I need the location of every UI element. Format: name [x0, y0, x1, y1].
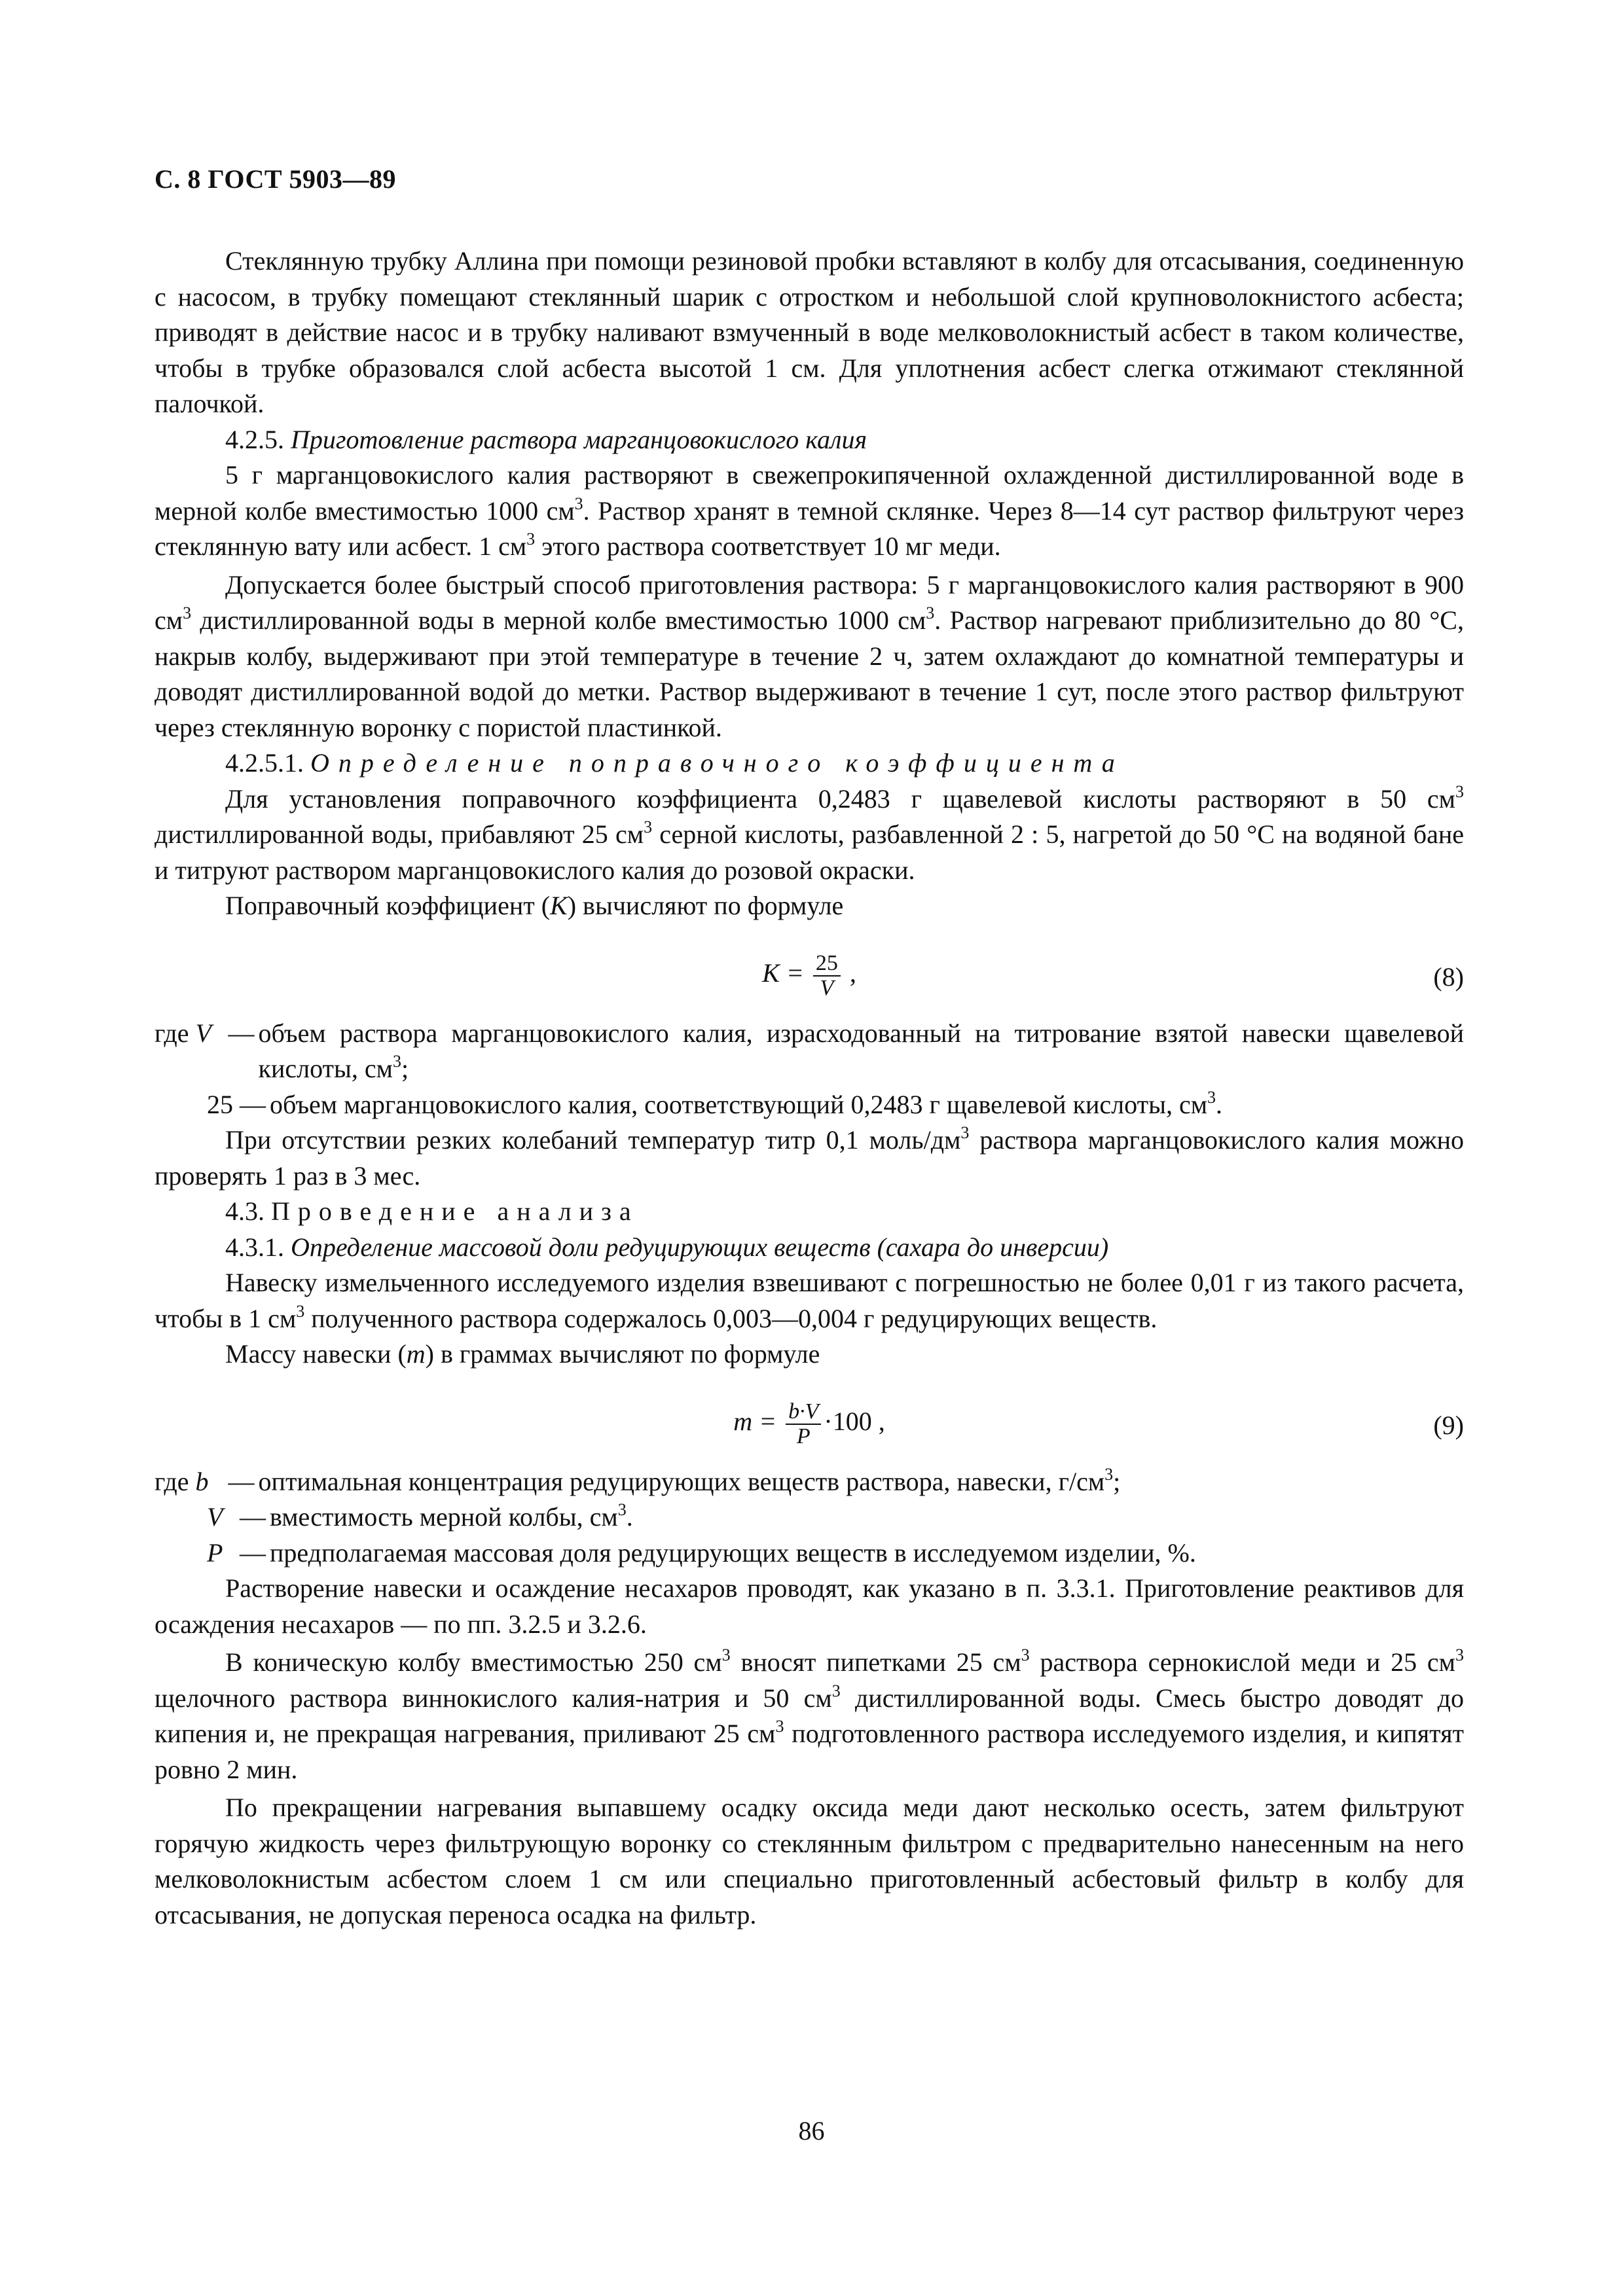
definition-symbol: V [195, 1018, 211, 1048]
text-run: ; [401, 1054, 409, 1083]
superscript: 3 [183, 603, 192, 622]
formula-tail: , [843, 958, 856, 988]
where-label [155, 1464, 196, 1500]
definition-symbol: b [195, 1466, 209, 1496]
superscript: 3 [1455, 1645, 1464, 1664]
formula-8-definitions [155, 1016, 1464, 1123]
definition-indent [155, 1499, 207, 1535]
text-run: объем раствора марганцовокислого калия, израсходованный на титрование взятой навески щавелевой кислоты, см [258, 1018, 1464, 1083]
paragraph-filtration: По прекращении нагревания выпавшему осадку оксида меди дают несколько осесть, затем фильтруют горячую жидкость через фильтрующую воронку со стеклянным фильтром с предварительно нанесенным на него мелковолокнистым асбестом слоем 1 см или специально приготовленный асбестовый фильтр в колбу для отсасывания, не допуская переноса осадка на фильтр. [155, 1793, 1464, 1929]
fraction-denominator: V [820, 975, 834, 1000]
section-title: Определение поправочного коэффициента [310, 748, 1124, 778]
text-run: щелочного раствора виннокислого калия-натрия и 50 см [155, 1683, 832, 1713]
text-run: вносят пипетками 25 см [730, 1647, 1021, 1677]
paragraph-allin-tube: Стеклянную трубку Аллина при помощи резиновой пробки вставляют в колбу для отсасывания, соединенную с насосом, в трубку помещают стеклянный шарик с отростком и небольшой слой крупноволокнистого асбеста; приводят в действие насос и в трубку наливают взмученный в воде мелковолокнистый асбест в таком количестве, чтобы в трубке образовался слой асбеста высотой 1 см. Для уплотнения асбест слегка отжимают стеклянной палочкой. [155, 246, 1464, 418]
formula-number: (8) [1433, 961, 1464, 992]
formula-9 [155, 1380, 1464, 1459]
where-word: где [155, 1466, 189, 1496]
definition-row [155, 1499, 1464, 1535]
superscript: 3 [926, 603, 935, 622]
text-run: При отсутствии резких колебаний температур титр 0,1 моль/дм [225, 1125, 961, 1155]
fraction-numerator: b·V [786, 1400, 821, 1425]
paragraph-formula-intro-m [155, 1336, 1464, 1372]
superscript: 3 [296, 1301, 305, 1321]
text-run: раствора марганцовокислого калия можно проверять 1 раз в 3 мес. [155, 1125, 1464, 1191]
paragraph-conical-flask [155, 1645, 1464, 1787]
formula-9-expression [155, 1400, 1464, 1448]
superscript: 3 [775, 1717, 784, 1736]
section-number: 4.2.5.1. [225, 748, 310, 778]
section-number: 4.3.1. [225, 1232, 291, 1262]
definition-symbol: V [207, 1502, 223, 1532]
formula-lhs: K = [762, 958, 804, 988]
text-run: ; [1113, 1466, 1121, 1496]
definition-text [270, 1499, 1464, 1535]
definition-dash: — [228, 1466, 255, 1496]
superscript: 3 [1104, 1464, 1114, 1484]
symbol-m: m [406, 1339, 426, 1369]
paragraph-dissolution: Растворение навески и осаждение несахаров проводят, как указано в п. 3.3.1. Приготовление реактивов для осаждения несахаров — по пп. 3.2.5 и 3.2.6. [155, 1573, 1464, 1639]
text-run: дистиллированной воды. Смесь быстро доводят до кипения и, не прекращая нагревания, приливают 25 см [155, 1683, 1465, 1748]
superscript: 3 [617, 1500, 627, 1519]
superscript: 3 [831, 1681, 841, 1700]
text-run: полученного раствора содержалось 0,003—0,004 г редуцирующих веществ. [304, 1303, 1158, 1333]
section-title: Определение массовой доли редуцирующих веществ (сахара до инверсии) [291, 1232, 1109, 1262]
text-run: дистиллированной воды, прибавляют 25 см [155, 819, 644, 849]
superscript: 3 [721, 1645, 731, 1664]
formula-8 [155, 932, 1464, 1011]
definition-row [155, 1087, 1464, 1123]
superscript: 3 [392, 1052, 401, 1071]
text-run: . [1216, 1089, 1223, 1119]
where-label [155, 1016, 196, 1052]
text-run: ) вычисляют по формуле [567, 891, 844, 920]
superscript: 3 [960, 1123, 970, 1142]
formula-9-definitions [155, 1464, 1464, 1571]
definition-dash: — [228, 1018, 255, 1048]
text-run: серной кислоты, разбавленной 2 : 5, нагретой до 50 °С на водяной бане и титруют раствором марганцовокислого калия до розовой окраски. [155, 819, 1464, 885]
text-run: раствора сернокислой меди и 25 см [1029, 1647, 1455, 1677]
definition-text [270, 1087, 1464, 1123]
text-run: Массу навески ( [225, 1339, 407, 1369]
text-run: объем марганцовокислого калия, соответствующий 0,2483 г щавелевой кислоты, см [270, 1089, 1208, 1119]
definition-indent [155, 1535, 207, 1571]
symbol-k: K [550, 891, 568, 920]
section-4-3-1-heading [155, 1230, 1464, 1266]
section-number: 4.3. [225, 1196, 271, 1226]
text-run: Для установления поправочного коэффициента 0,2483 г щавелевой кислоты растворяют в 50 см [225, 783, 1455, 814]
text-run: Навеску измельченного исследуемого изделия взвешивают с погрешностью не более 0,01 г из такого расчета, чтобы в 1 см [155, 1268, 1464, 1333]
document-body [155, 243, 1464, 1933]
definition-dash: — [240, 1089, 266, 1119]
superscript: 3 [644, 817, 653, 836]
definition-row [155, 1016, 1464, 1087]
section-title: Проведение анализа [271, 1196, 639, 1226]
text-run: этого раствора соответствует 10 мг меди. [535, 531, 1001, 561]
paragraph-correction-factor [155, 781, 1464, 889]
paragraph-titer-check [155, 1122, 1464, 1194]
text-run: подготовленного раствора исследуемого изделия, и кипятят ровно 2 мин. [155, 1719, 1465, 1784]
page-number: 86 [798, 2116, 825, 2145]
superscript: 3 [574, 493, 583, 513]
paragraph-sample-weighing [155, 1265, 1464, 1336]
definition-text: предполагаемая массовая доля редуцирующих веществ в исследуемом изделии, %. [270, 1537, 1196, 1568]
superscript: 3 [526, 529, 536, 548]
definition-symbol: 25 [207, 1089, 233, 1119]
definition-row [155, 1535, 1464, 1571]
superscript: 3 [1455, 781, 1464, 801]
text-run: оптимальная концентрация редуцирующих веществ раствора, навески, г/см [258, 1466, 1105, 1496]
formula-tail: ·100 , [824, 1406, 885, 1436]
text-run: дистиллированной воды в мерной колбе вместимостью 1000 см [191, 605, 926, 635]
definition-symbol: P [207, 1537, 223, 1568]
text-run: В коническую колбу вместимостью 250 см [225, 1647, 722, 1677]
formula-lhs: m = [733, 1406, 777, 1436]
page-header: С. 8 ГОСТ 5903—89 [155, 164, 397, 194]
text-run: 5 г марганцовокислого калия растворяют в свежепрокипяченной охлажденной дистиллированной воде в мерной колбе вместимостью 1000 см [155, 460, 1464, 526]
superscript: 3 [1207, 1087, 1216, 1107]
section-number: 4.2.5. [225, 424, 291, 454]
text-run: . Раствор нагревают приблизительно до 80 °С, накрыв колбу, выдерживают при этой температуре в течение 2 ч, затем охлаждают до комнатной температуры и доводят дистиллированной водой до метки. Раствор выдерживают в течение 1 сут, после этого раствор фильтруют через стеклянную воронку с пористой пластинкой. [155, 605, 1464, 742]
where-word: где [155, 1018, 189, 1048]
text-run: Допускается более быстрый способ приготовления раствора: 5 г марганцовокислого калия растворяют в 900 см [155, 569, 1464, 635]
fraction [813, 952, 841, 1000]
fraction [786, 1400, 821, 1448]
text-run: Поправочный коэффициент ( [225, 891, 551, 920]
section-4-3-heading [155, 1194, 1464, 1230]
text-run: . Раствор хранят в темной склянке. Через 8—14 сут раствор фильтруют через стеклянную вату или асбест. 1 см [155, 495, 1465, 561]
paragraph-permanganate-prep [155, 457, 1464, 565]
definition-dash: — [240, 1537, 266, 1568]
section-4-2-5-heading [155, 422, 1464, 458]
section-4-2-5-1-heading [155, 745, 1464, 781]
definition-text [259, 1464, 1464, 1500]
text-run: . [626, 1502, 633, 1532]
fraction-numerator: 25 [813, 952, 841, 977]
definition-row [155, 1464, 1464, 1500]
paragraph-fast-method [155, 567, 1464, 746]
formula-number: (9) [1433, 1410, 1464, 1440]
text-run: вместимость мерной колбы, см [270, 1502, 618, 1532]
formula-8-expression [155, 952, 1464, 1000]
superscript: 3 [1021, 1645, 1030, 1664]
paragraph-formula-intro-k [155, 888, 1464, 924]
definition-dash: — [240, 1502, 266, 1532]
definition-text [259, 1016, 1464, 1087]
section-title: Приготовление раствора марганцовокислого калия [291, 424, 867, 454]
text-run: ) в граммах вычисляют по формуле [425, 1339, 820, 1369]
definition-indent [155, 1087, 207, 1123]
fraction-denominator: P [796, 1424, 811, 1448]
